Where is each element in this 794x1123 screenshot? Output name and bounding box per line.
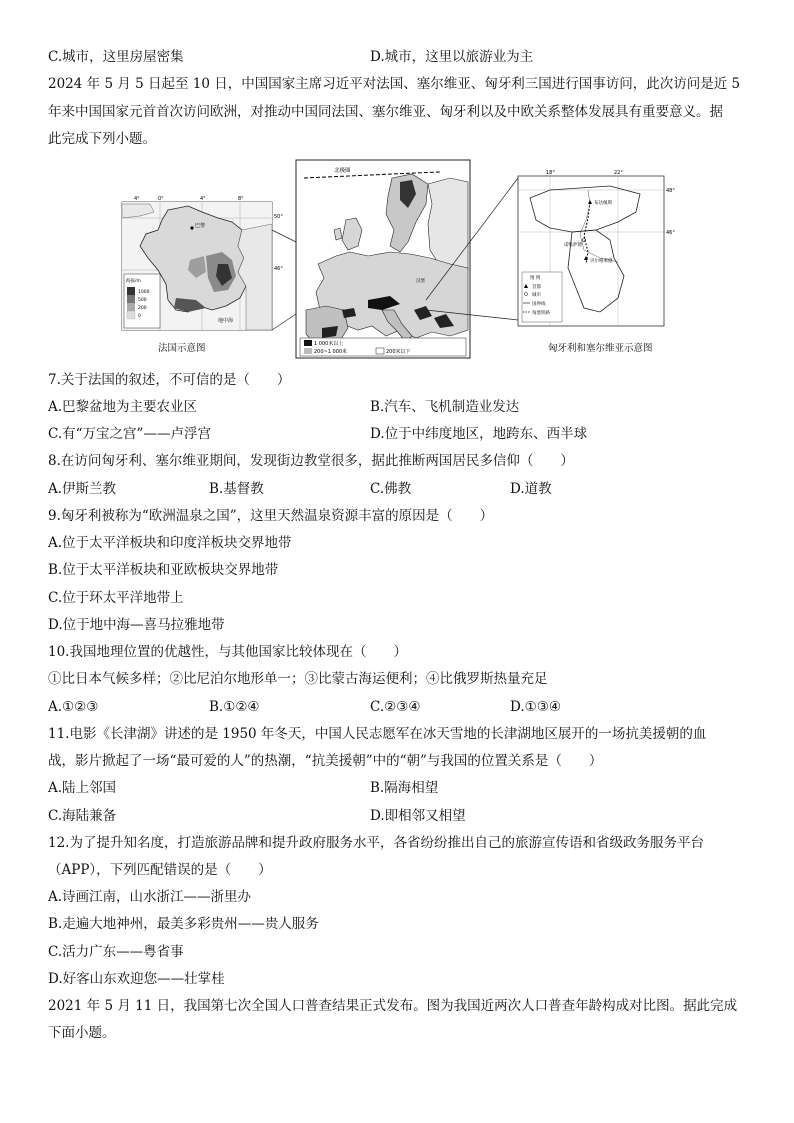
maps-figure	[110, 160, 675, 360]
q12-option-d: D.好客山东欢迎您——壮掌桂	[48, 971, 225, 987]
q9-option-d: D.位于地中海—喜马拉雅地带	[48, 617, 225, 633]
hs-lon-2: 22°	[614, 170, 623, 176]
q12-option-a: A.诗画江南，山水浙江——浙里办	[48, 889, 252, 905]
hs-city-belgrade: 贝尔格莱德	[590, 259, 613, 264]
hs-lat-2: 46°	[666, 230, 675, 236]
maps-figure-svg	[110, 160, 675, 360]
france-map	[122, 196, 283, 330]
france-elev-4: 0	[138, 314, 141, 319]
hungary-serbia-caption: 匈牙利和塞尔维亚示意图	[548, 343, 653, 354]
hs-city-budapest: 布达佩斯	[594, 201, 612, 206]
q11-option-c: C.海陆兼备	[48, 808, 117, 824]
q10-stem: 10.我国地理位置的优越性，与其他国家比较体现在（ ）	[48, 644, 407, 660]
france-elev-title: 海拔/m	[126, 279, 141, 284]
q11-line2: 战，影片掀起了一场“最可爱的人”的热潮，“抗美援朝”中的“朝”与我国的位置关系是（ ）	[48, 753, 603, 769]
intro1-line1: 2024 年 5 月 5 日起至 10 日，中国国家主席习近平对法国、塞尔维亚、匈牙利三国进行国事访问，此次访问是近 5	[48, 76, 741, 92]
q7-option-d: D.位于中纬度地区，地跨东、西半球	[370, 426, 588, 442]
hs-legend-border: 国界线	[532, 302, 546, 307]
arctic-circle-label: 北极圈	[334, 168, 351, 174]
france-lat-2: 46°	[274, 266, 283, 272]
q8-option-a: A.伊斯兰教	[48, 481, 117, 497]
q7-stem: 7.关于法国的叙述，不可信的是（ ）	[48, 372, 291, 388]
hungary-serbia-map	[518, 170, 675, 326]
q9-option-c: C.位于环太平洋地带上	[48, 590, 184, 606]
intro1-line3: 此完成下列小题。	[48, 131, 156, 147]
q10-option-d: D.①③④	[510, 699, 561, 715]
france-elev-1: 1000	[138, 290, 150, 295]
france-lon-4: 8°	[238, 196, 244, 202]
hs-legend-city: 城市	[532, 293, 541, 298]
hs-city-novi-sad: 诺维萨德	[564, 243, 582, 248]
q12-option-c: C.活力广东——粤省事	[48, 944, 184, 960]
hs-lon-1: 18°	[546, 170, 555, 176]
europe-legend-2: 200~1 000米	[314, 349, 348, 355]
q9-option-b: B.位于太平洋板块和亚欧板块交界地带	[48, 562, 279, 578]
hs-legend-title: 图 例	[530, 276, 541, 281]
q7-option-b: B.汽车、飞机制造业发达	[370, 399, 520, 415]
france-lat-1: 50°	[274, 214, 283, 220]
option-c-top: C.城市，这里房屋密集	[48, 49, 184, 65]
europe-city-label: 汉堡	[416, 279, 425, 284]
france-sea-label: 地中海	[218, 318, 234, 324]
france-lon-2: 0°	[158, 196, 164, 202]
q10-option-b: B.①②④	[209, 699, 260, 715]
intro1-line2: 年来中国国家元首首次访问欧洲，对推动中国同法国、塞尔维亚、匈牙利以及中欧关系整体发展具有重要意义。据	[48, 104, 723, 120]
europe-legend-1: 1 000米以上	[314, 341, 344, 347]
hs-legend-railway: 匈塞铁路	[532, 311, 550, 316]
q8-stem: 8.在访问匈牙利、塞尔维亚期间，发现街边教堂很多，据此推断两国居民多信仰（ ）	[48, 453, 574, 469]
france-elev-2: 500	[138, 298, 147, 303]
q8-option-d: D.道教	[510, 481, 552, 497]
q12-option-b: B.走遍大地神州，最美多彩贵州——贵人服务	[48, 916, 319, 932]
q7-option-c: C.有“万宝之宫”——卢浮宫	[48, 426, 211, 442]
q10-option-c: C.②③④	[370, 699, 421, 715]
hs-lat-1: 48°	[666, 188, 675, 194]
q11-option-b: B.隔海相望	[370, 780, 439, 796]
q12-line2: （APP），下列匹配错误的是（ ）	[48, 862, 272, 878]
france-paris-label: 巴黎	[195, 223, 206, 229]
q9-option-a: A.位于太平洋板块和印度洋板块交界地带	[48, 535, 292, 551]
hs-legend-capital: 首都	[532, 285, 541, 290]
europe-map	[296, 160, 470, 358]
q9-stem: 9.匈牙利被称为“欧洲温泉之国”，这里天然温泉资源丰富的原因是（ ）	[48, 508, 494, 524]
france-lon-3: 4°	[200, 196, 206, 202]
q11-option-d: D.即相邻又相望	[370, 808, 466, 824]
q8-option-c: C.佛教	[370, 481, 412, 497]
q7-option-a: A.巴黎盆地为主要农业区	[48, 399, 198, 415]
q11-option-a: A.陆上邻国	[48, 780, 117, 796]
france-elev-3: 200	[138, 306, 147, 311]
q8-option-b: B.基督教	[209, 481, 264, 497]
q10-option-a: A.①②③	[48, 699, 99, 715]
option-d-top: D.城市，这里以旅游业为主	[370, 49, 534, 65]
q12-line1: 12.为了提升知名度，打造旅游品牌和提升政府服务水平，各省纷纷推出自己的旅游宣传语和省级政务服务平台	[48, 835, 704, 851]
europe-legend-3: 200米以下	[386, 349, 411, 355]
intro2-line1: 2021 年 5 月 11 日，我国第七次全国人口普查结果正式发布。图为我国近两次人口普查年龄构成对比图。据此完成	[48, 998, 738, 1014]
france-lon-1: 4°	[134, 196, 140, 202]
q10-items: ①比日本气候多样；②比尼泊尔地形单一；③比蒙古海运便利；④比俄罗斯热量充足	[48, 671, 548, 687]
intro2-line2: 下面小题。	[48, 1025, 116, 1041]
france-caption: 法国示意图	[158, 343, 206, 354]
q11-line1: 11.电影《长津湖》讲述的是 1950 年冬天，中国人民志愿军在冰天雪地的长津湖地区展开的一场抗美援朝的血	[48, 726, 707, 742]
